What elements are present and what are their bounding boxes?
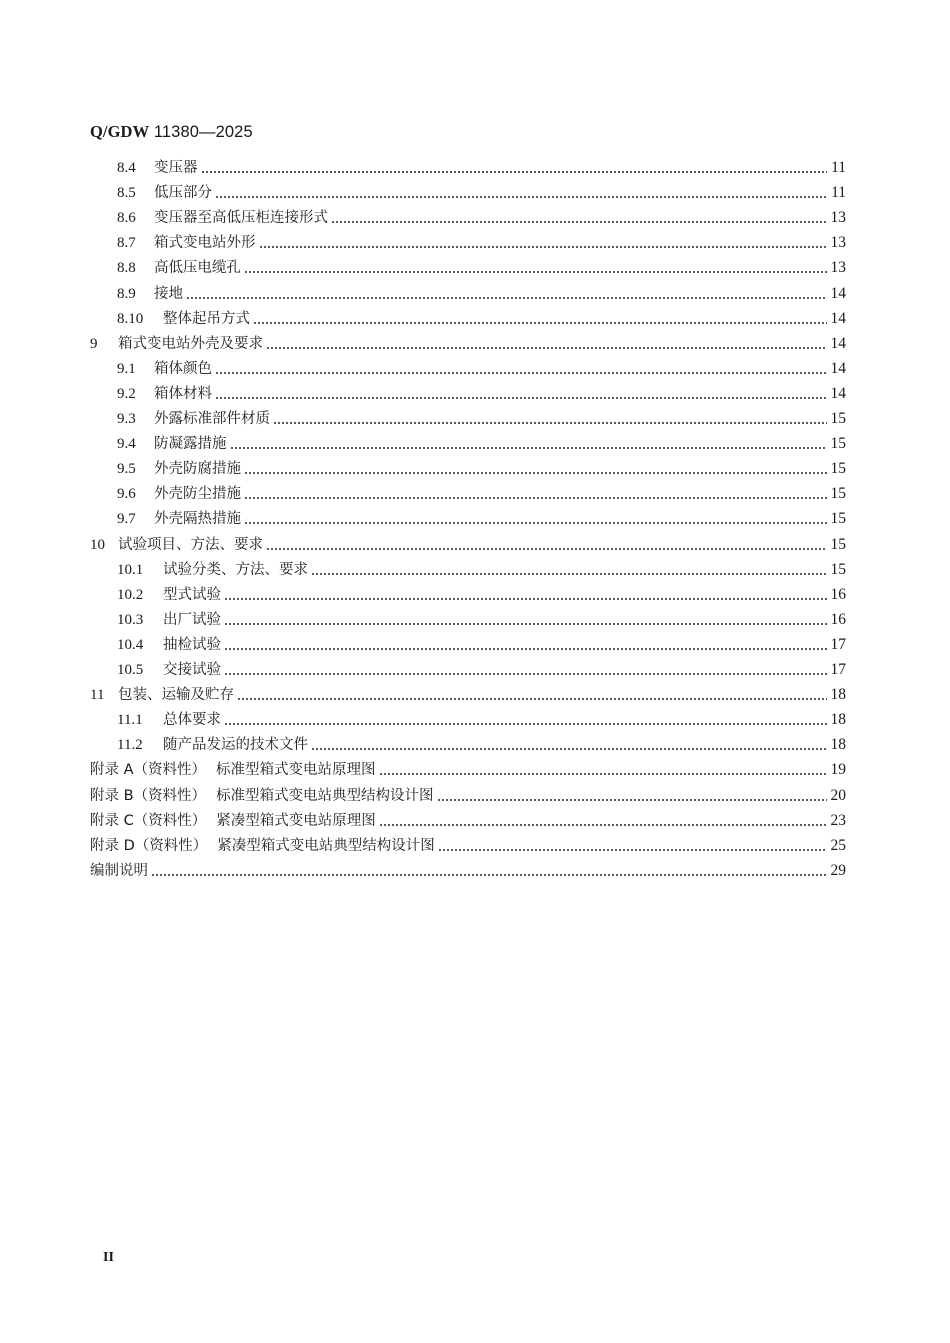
- dot-leader: [230, 433, 828, 455]
- toc-entry-page: 13: [830, 209, 846, 227]
- dot-leader: [215, 182, 827, 204]
- toc-entry-title: 试验分类、方法、要求: [163, 561, 308, 578]
- toc-entry-page: 16: [830, 610, 846, 628]
- toc-entry[interactable]: [90, 534, 846, 556]
- toc-entry-title: 总体要求: [163, 712, 221, 729]
- dot-leader: [151, 860, 827, 882]
- toc-entry[interactable]: [117, 433, 846, 455]
- toc-entry[interactable]: [90, 835, 846, 857]
- toc-entry-page: 18: [830, 736, 846, 754]
- toc-entry[interactable]: [90, 860, 846, 882]
- toc-entry-number: 11.1: [117, 712, 143, 729]
- dot-leader: [273, 408, 827, 430]
- toc-entry-number: 附录 B（资料性）: [90, 787, 207, 804]
- toc-entry-title: 试验项目、方法、要求: [118, 536, 263, 553]
- dot-leader: [224, 634, 827, 656]
- toc-entry-number: 9.1: [117, 360, 136, 377]
- toc-entry-number: 9.3: [117, 411, 136, 427]
- dot-leader: [379, 759, 827, 781]
- toc-entry-title: 型式试验: [163, 586, 221, 603]
- dot-leader: [237, 684, 827, 706]
- toc-entry-page: 19: [830, 761, 846, 779]
- dot-leader: [215, 358, 827, 380]
- toc-entry-number: 8.5: [117, 185, 136, 202]
- toc-entry-number: 8.8: [117, 260, 136, 277]
- toc-entry[interactable]: [117, 232, 846, 254]
- toc-entry[interactable]: [117, 308, 846, 330]
- dot-leader: [311, 734, 827, 756]
- toc-entry-title: 箱体材料: [154, 385, 212, 402]
- toc-entry-page: 14: [830, 309, 846, 327]
- toc-entry[interactable]: [117, 283, 846, 305]
- toc-entry[interactable]: [90, 759, 846, 781]
- toc-entry-page: 17: [830, 635, 846, 653]
- dot-leader: [201, 157, 828, 179]
- toc-entry-title: 包装、运输及贮存: [118, 687, 234, 704]
- toc-entry-page: 15: [830, 435, 846, 453]
- toc-entry[interactable]: [117, 609, 846, 631]
- toc-entry-page: 18: [830, 686, 846, 704]
- toc-entry-number: 10.2: [117, 586, 144, 603]
- toc-entry[interactable]: [117, 182, 846, 204]
- toc-entry-page: 29: [830, 861, 846, 879]
- toc-entry-title: 箱式变电站外形: [154, 235, 256, 252]
- toc-entry-title: 外壳隔热措施: [154, 511, 241, 528]
- toc-entry-title: 外壳防腐措施: [154, 461, 241, 478]
- standard-number: 11380—2025: [149, 123, 253, 141]
- dot-leader: [244, 508, 827, 530]
- toc-entry-number: 9.2: [117, 385, 136, 402]
- toc-entry-page: 18: [830, 711, 846, 729]
- toc-entry-number: 9.4: [117, 436, 136, 453]
- toc-entry-title: 高低压电缆孔: [154, 260, 241, 277]
- toc-entry-number: 10.3: [117, 611, 144, 628]
- toc-entry-title: 编制说明: [90, 862, 148, 879]
- toc-entry-number: 9: [90, 335, 98, 352]
- toc-entry-page: 17: [830, 661, 846, 678]
- dot-leader: [259, 232, 828, 254]
- toc-entry-title: 紧凑型箱式变电站原理图: [216, 812, 376, 829]
- toc-entry[interactable]: [117, 734, 846, 756]
- dot-leader: [244, 458, 827, 480]
- toc-entry[interactable]: [117, 709, 846, 731]
- toc-entry-page: 15: [830, 460, 846, 478]
- toc-entry-number: 8.4: [117, 160, 136, 176]
- dot-leader: [224, 584, 827, 606]
- toc-entry-title: 标准型箱式变电站原理图: [216, 762, 376, 779]
- dot-leader: [224, 659, 827, 681]
- toc-entry[interactable]: [117, 157, 846, 179]
- toc-entry-title: 出厂试验: [163, 611, 221, 628]
- dot-leader: [224, 609, 827, 631]
- toc-entry-title: 低压部分: [154, 185, 212, 202]
- toc-entry-number: 10.1: [117, 561, 144, 578]
- toc-entry-number: 附录 C（资料性）: [90, 812, 207, 829]
- toc-entry-title: 接地: [154, 285, 183, 302]
- dot-leader: [379, 810, 827, 832]
- toc-entry-title: 变压器: [154, 160, 198, 176]
- toc-entry-title: 标准型箱式变电站典型结构设计图: [216, 787, 434, 804]
- toc-entry[interactable]: [117, 584, 846, 606]
- dot-leader: [311, 559, 827, 581]
- toc-entry-title: 随产品发运的技术文件: [163, 737, 308, 754]
- toc-entry[interactable]: [117, 634, 846, 656]
- toc-entry-number: 8.10: [117, 310, 144, 327]
- toc-entry-page: 13: [830, 234, 846, 252]
- toc-entry-number: 9.6: [117, 486, 136, 503]
- toc-entry[interactable]: [117, 207, 846, 229]
- toc-entry[interactable]: [117, 458, 846, 480]
- toc-entry[interactable]: [117, 483, 846, 505]
- dot-leader: [244, 257, 827, 279]
- toc-entry-page: 23: [830, 811, 846, 829]
- toc-entry-number: 9.5: [117, 461, 136, 478]
- toc-entry-number: 9.7: [117, 511, 136, 528]
- toc-entry-title: 变压器至高低压柜连接形式: [154, 210, 328, 227]
- toc-entry-page: 11: [831, 159, 846, 176]
- toc-entry-page: 15: [830, 510, 846, 528]
- toc-entry-page: 20: [830, 786, 846, 804]
- toc-entry-number: 11: [90, 687, 105, 704]
- dot-leader: [266, 333, 827, 355]
- toc-entry-number: 附录 A（资料性）: [90, 762, 207, 779]
- toc-entry[interactable]: [117, 257, 846, 279]
- toc-entry[interactable]: [90, 684, 846, 706]
- toc-entry-page: 16: [830, 585, 846, 603]
- toc-entry-title: 防凝露措施: [154, 436, 227, 453]
- toc-entry-page: 13: [830, 259, 846, 277]
- toc-entry-title: 外壳防尘措施: [154, 486, 241, 503]
- toc-entry[interactable]: [117, 659, 846, 681]
- standard-code: Q/GDW: [90, 122, 150, 141]
- toc-entry-page: 15: [830, 485, 846, 503]
- toc-entry-number: 10: [90, 536, 105, 553]
- toc-entry-title: 整体起吊方式: [163, 310, 250, 327]
- toc-entry-page: 14: [830, 334, 846, 352]
- toc-entry-title: 外露标准部件材质: [154, 411, 270, 427]
- toc-entry-number: 10.4: [117, 636, 144, 653]
- toc-entry[interactable]: [90, 333, 846, 355]
- toc-entry[interactable]: [90, 785, 846, 807]
- dot-leader: [224, 709, 827, 731]
- toc-entry-page: 15: [830, 560, 846, 578]
- toc-entry[interactable]: [117, 508, 846, 530]
- toc-entry-number: 8.7: [117, 235, 136, 252]
- toc-entry-page: 14: [830, 359, 846, 377]
- toc-entry-title: 交接试验: [163, 662, 221, 678]
- toc-entry-page: 25: [830, 836, 846, 854]
- dot-leader: [438, 835, 827, 857]
- toc-entry-page: 14: [830, 284, 846, 302]
- toc-entry-title: 箱式变电站外壳及要求: [118, 335, 263, 352]
- toc-entry-title: 抽检试验: [163, 636, 221, 653]
- toc-entry[interactable]: [117, 408, 846, 430]
- toc-entry-number: 附录 D（资料性）: [90, 837, 208, 854]
- toc-entry-number: 8.6: [117, 210, 136, 227]
- toc-entry-title: 箱体颜色: [154, 360, 212, 377]
- dot-leader: [266, 534, 827, 556]
- document-code-header: [90, 122, 253, 142]
- dot-leader: [244, 483, 827, 505]
- toc-entry-page: 15: [830, 535, 846, 553]
- dot-leader: [437, 785, 827, 807]
- dot-leader: [331, 207, 827, 229]
- toc-entry-page: 11: [831, 184, 846, 202]
- toc-entry[interactable]: [117, 358, 846, 380]
- toc-entry-page: 15: [830, 410, 846, 427]
- dot-leader: [253, 308, 827, 330]
- toc-entry-number: 8.9: [117, 285, 136, 302]
- toc-entry[interactable]: [117, 559, 846, 581]
- toc-entry-title: 紧凑型箱式变电站典型结构设计图: [217, 837, 435, 854]
- dot-leader: [186, 283, 827, 305]
- dot-leader: [215, 383, 827, 405]
- toc-entry[interactable]: [117, 383, 846, 405]
- toc-entry-number: 10.5: [117, 662, 144, 678]
- page-number: II: [103, 1250, 114, 1265]
- toc-entry[interactable]: [90, 810, 846, 832]
- toc-entry-number: 11.2: [117, 737, 143, 754]
- toc-entry-page: 14: [830, 384, 846, 402]
